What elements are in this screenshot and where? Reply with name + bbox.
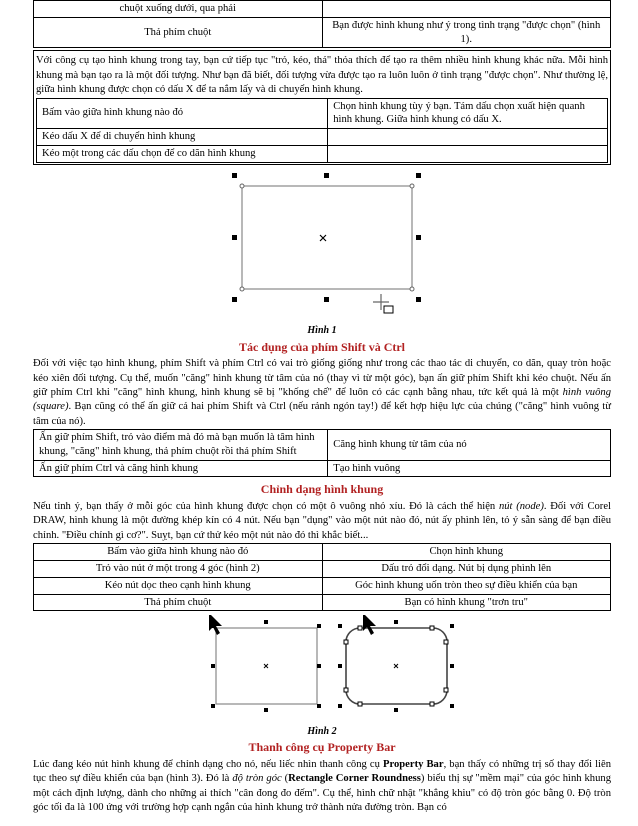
emphasis: hình vuông (square)	[33, 386, 611, 413]
paragraph: Với công cụ tạo hình khung trong tay, bạn cứ tiếp tục "trỏ, kéo, thả" thỏa thích để tạo ra thêm nhiều hình khung khác nữa. Mỗi hình khung mà bạn tạo ra là một đối tượng. Như bạn đã biết, đối tượng vừa được tạo ra luôn luôn ở tình trạng "được chọn". Như thường lệ, giữa hình khung được chọn có dấu X để ta nắm lấy và di chuyển hình khung.	[36, 55, 608, 96]
shift-ctrl-table	[33, 429, 611, 477]
text-run: Đối với việc tạo hình khung, phím Shift và phím Ctrl có vai trò giống giống như trong các thao tác di chuyển, co dãn, quay tròn hoặc kéo xiên đối tượng. Cụ thể, muốn "căng" hình khung từ tâm của nó (thay vì từ một góc), bạn ấn giữ phím Shift khi kéo chuột. Nếu ấn giữ phím Ctrl khi "căng" hình khung, hình khung sẽ bị "khống chế" để luôn có các cạnh bằng nhau, tức kết quả là một	[33, 358, 611, 398]
text-run: . Bạn cũng có thể ấn giữ cả hai phím Shift và Ctrl (nếu rảnh ngón tay!) để kết hợp hiệu lực của chúng ("căng" hình vuông từ tâm của nó).	[33, 401, 611, 427]
bold-term: Rectangle Corner Roundness	[288, 773, 421, 785]
table-cell: Thả phím chuột	[34, 594, 323, 611]
table-cell: Góc hình khung uốn tròn theo sự điều khiển của bạn	[322, 577, 611, 594]
table-row	[37, 98, 608, 129]
table-row	[34, 594, 611, 611]
section-heading: Chỉnh dạng hình khung	[260, 482, 384, 497]
selected-rectangle-illustration	[33, 169, 611, 319]
table-cell: Bạn có hình khung "trơn tru"	[322, 594, 611, 611]
figure-1	[33, 169, 611, 335]
table-row	[34, 1, 611, 18]
text-run: Lúc đang kéo nút hình khung để chỉnh dạng cho nó, nếu liếc nhìn thanh công cụ	[33, 758, 383, 770]
table-row	[34, 560, 611, 577]
paragraph	[33, 758, 611, 816]
table-cell: Kéo nút dọc theo cạnh hình khung	[34, 577, 323, 594]
paragraph	[33, 357, 611, 429]
text-run: ) biểu thị sự "mềm mại" của góc hình khung một cách định lượng, dành cho những ai thích "cân đong đo đếm". Cụ thể, hình chữ nhật "khẳng khiu" có độ tròn góc bằng 0. Độ tròn góc tối đa là 100 ứng với trường hợp cạnh ngắn của hình khung trở thành nửa đường tròn. Bạn có	[33, 773, 611, 814]
table-cell: Căng hình khung từ tâm của nó	[328, 430, 611, 461]
section-heading: Thanh công cụ Property Bar	[248, 740, 396, 755]
table-cell: Ấn giữ phím Shift, trỏ vào điểm mà đó mà bạn muốn là tâm hình khung, "căng" hình khung, thả phím chuột rồi thả phím Shift	[34, 430, 328, 461]
table-cell	[328, 145, 608, 162]
figure-caption: Hình 2	[307, 725, 337, 737]
table-cell: Chọn hình khung	[322, 544, 611, 561]
node-rounding-illustration	[33, 615, 611, 719]
table-row	[34, 460, 611, 477]
table-row	[34, 17, 611, 48]
table-cell: chuột xuống dưới, qua phải	[34, 1, 323, 18]
paragraph	[33, 500, 611, 543]
table-cell: Ấn giữ phím Ctrl và căng hình khung	[34, 460, 328, 477]
bold-term: Property Bar	[383, 758, 444, 770]
table-cell: Kéo một trong các dấu chọn để co dãn hình khung	[37, 145, 328, 162]
boxed-section	[33, 50, 611, 164]
table-cell: Trỏ vào nút ở một trong 4 góc (hình 2)	[34, 560, 323, 577]
emphasis: độ tròn góc	[232, 773, 282, 785]
table-cell: Kéo dấu X để di chuyển hình khung	[37, 129, 328, 146]
section-heading: Tác dụng của phím Shift và Ctrl	[238, 339, 406, 354]
crosshair-cursor-icon	[373, 294, 393, 313]
table-row	[37, 145, 608, 162]
table-row	[34, 544, 611, 561]
table-cell	[328, 129, 608, 146]
text-run: (	[281, 773, 289, 785]
document-page	[33, 0, 611, 815]
table-cell: Thả phím chuột	[34, 17, 323, 48]
figure-caption: Hình 1	[307, 325, 337, 337]
step-table	[36, 98, 608, 163]
table-row	[34, 430, 611, 461]
top-table	[33, 0, 611, 48]
text-run: Nếu tinh ý, bạn thấy ở mỗi góc của hình khung được chọn có một ô vuông nhỏ xíu. Đó là cách thể hiện	[33, 501, 499, 512]
emphasis: nút (node)	[498, 501, 544, 512]
shape-tool-cursor-icon	[363, 615, 376, 635]
table-row	[34, 577, 611, 594]
table-cell: Bạn được hình khung như ý trong tình trạng "được chọn" (hình 1).	[322, 17, 611, 48]
text-run: . Đối với Corel DRAW, hình khung là một đường khép kín có 4 nút. Nếu bạn "dụng" vào một nút nào đó, nút ấy phình lên, tỏ ý sẵn sàng để bạn điều chỉnh. "Điều chỉnh gì cơ?". Suỵt, bạn cứ thử kéo một nút nào đó thì khắc biết...	[33, 501, 611, 541]
table-cell: Tạo hình vuông	[328, 460, 611, 477]
table-cell: Chọn hình khung tùy ý bạn. Tám dấu chọn xuất hiện quanh hình khung. Giữa hình khung có dấu X.	[328, 98, 608, 129]
table-cell: Dấu trỏ đổi dạng. Nút bị dụng phình lên	[322, 560, 611, 577]
text-run: , bạn thấy có những trị số thay đổi liên tục theo sự điều khiển của bạn (hình 3). Đó là	[33, 758, 611, 785]
node-edit-table	[33, 543, 611, 611]
table-cell	[322, 1, 611, 18]
table-row	[37, 129, 608, 146]
arrow-cursor-icon	[209, 615, 222, 635]
table-cell: Bấm vào giữa hình khung nào đó	[34, 544, 323, 561]
figure-2	[33, 615, 611, 735]
table-cell: Bấm vào giữa hình khung nào đó	[37, 98, 328, 129]
